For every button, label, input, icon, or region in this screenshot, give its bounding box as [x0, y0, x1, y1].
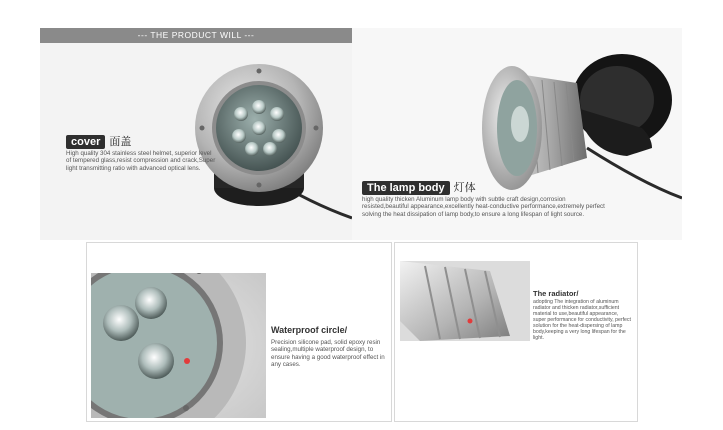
- waterproof-title: Waterproof circle/: [271, 325, 348, 335]
- lamp-body-label-row: [362, 178, 476, 196]
- radiator-panel: [394, 242, 638, 422]
- radiator-closeup-image: [400, 261, 530, 341]
- radiator-description: adopting The integration of aluminum radiator and thicken radiator,sufficient material to use,beautiful appearance, super performance for conductivity, perfect solution for the heat-dispersing of lamp body,keeping a very long lifespan for the light.: [533, 299, 631, 341]
- lamp-body-description: high quality thicken Aluminum lamp body with subtle craft design,corrosion resisted,beautiful appearance,excellently heat-conductive performance,extremely perfect solving the heat dissipation of lamp body,to ensure a long lifespan of light source.: [362, 196, 605, 218]
- cover-panel: [40, 28, 352, 240]
- lamp-body-cn-label: 灯体: [453, 182, 476, 194]
- radiator-title: The radiator/: [533, 289, 579, 298]
- cover-description: High quality 304 stainless steel helmet, superior level of tempered glass,resist compression and crack,Super light transmitting ratio with advanced optical lens.: [66, 150, 216, 172]
- waterproof-closeup-image: [91, 273, 266, 418]
- lamp-body-badge: The lamp body: [362, 181, 450, 195]
- waterproof-description: Precision silicone pad, solid epoxy resin sealing,multiple waterproof design, to ensure having a good waterproof effect in any cases.: [271, 339, 385, 369]
- cover-cn-label: 面盖: [109, 136, 132, 148]
- section-header: --- THE PRODUCT WILL ---: [40, 28, 352, 43]
- cover-label-row: [66, 132, 131, 150]
- cover-badge: cover: [66, 135, 105, 149]
- waterproof-panel: [86, 242, 392, 422]
- lamp-body-panel: [352, 28, 682, 240]
